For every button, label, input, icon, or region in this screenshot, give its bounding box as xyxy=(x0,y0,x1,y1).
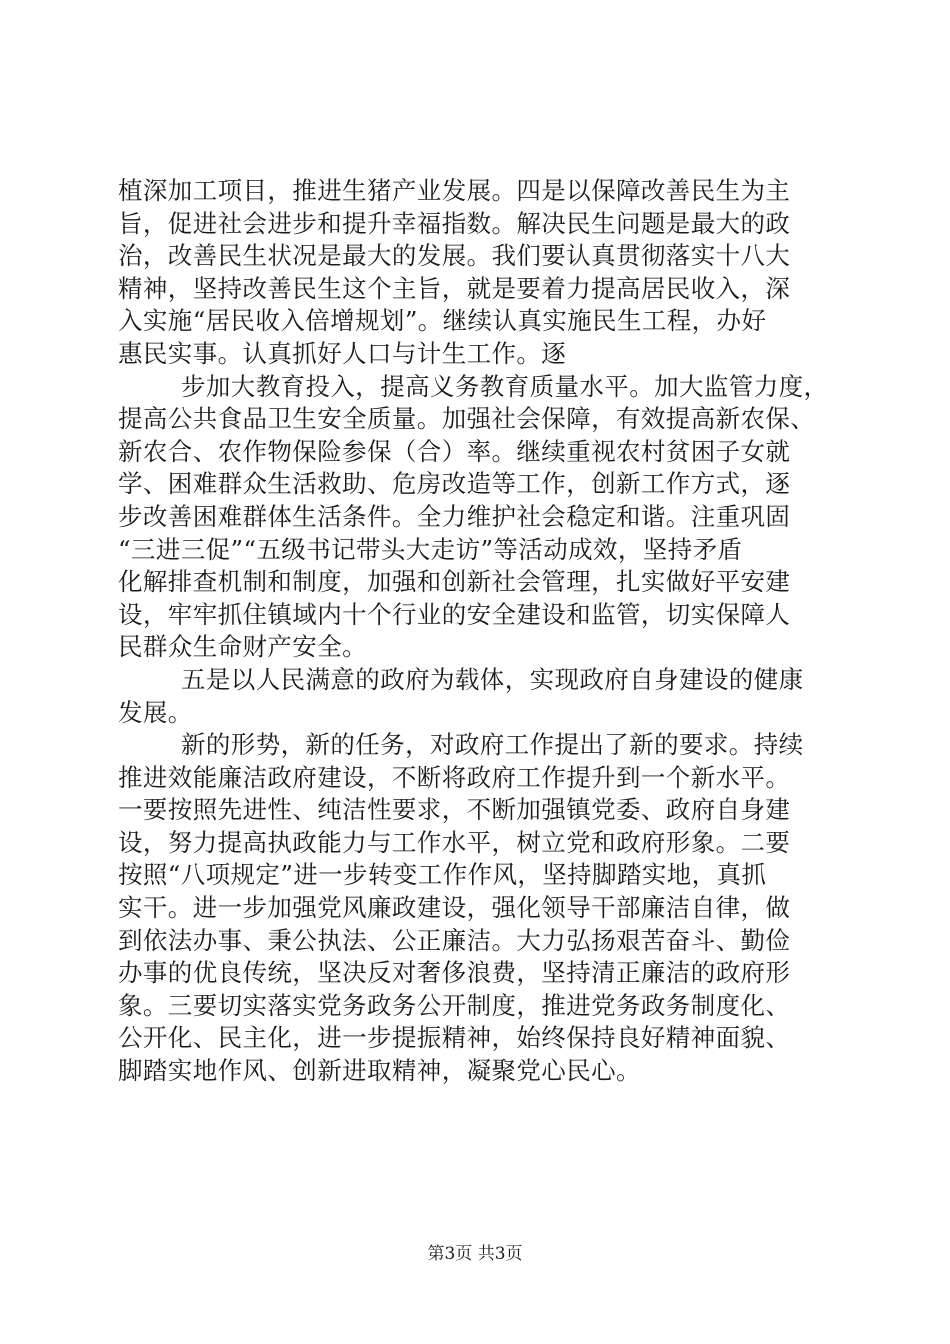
text-line: 设，努力提高执政能力与工作水平，树立党和政府形象。二要 xyxy=(118,827,791,857)
text-line: 民群众生命财产安全。 xyxy=(118,632,367,662)
paragraph-start-line: 新的形势，新的任务，对政府工作提出了新的要求。持续 xyxy=(181,730,804,760)
text-line: 办事的优良传统，坚决反对奢侈浪费，坚持清正廉洁的政府形 xyxy=(118,958,791,988)
text-line: 一要按照先进性、纯洁性要求，不断加强镇党委、政府自身建 xyxy=(118,795,791,825)
text-line: “三进三促”“五级书记带头大走访”等活动成效，坚持矛盾 xyxy=(118,534,743,564)
text-line: 提高公共食品卫生安全质量。加强社会保障，有效提高新农保、 xyxy=(118,404,816,434)
text-line: 治，改善民生状况是最大的发展。我们要认真贯彻落实十八大 xyxy=(118,241,791,271)
text-line: 到依法办事、秉公执法、公正廉洁。大力弘扬艰苦奋斗、勤俭 xyxy=(118,925,791,955)
text-line: 推进效能廉洁政府建设，不断将政府工作提升到一个新水平。 xyxy=(118,762,791,792)
page-footer xyxy=(0,1243,950,1265)
text-line: 植深加工项目，推进生猪产业发展。四是以保障改善民生为主 xyxy=(118,176,791,205)
text-line: 公开化、民主化，进一步提振精神，始终保持良好精神面貌、 xyxy=(118,1023,791,1053)
body-text xyxy=(118,175,832,1088)
text-line: 新农合、农作物保险参保（合）率。继续重视农村贫困子女就 xyxy=(118,436,791,466)
text-line: 设，牢牢抓住镇域内十个行业的安全建设和监管，切实保障人 xyxy=(118,599,791,629)
text-line: 旨，促进社会进步和提升幸福指数。解决民生问题是最大的政 xyxy=(118,208,791,238)
text-line: 化解排查机制和制度，加强和创新社会管理，扎实做好平安建 xyxy=(118,567,791,597)
paragraph-start-line: 步加大教育投入，提高义务教育质量水平。加大监管力度， xyxy=(181,371,829,401)
text-line: 按照“八项规定”进一步转变工作作风，坚持脚踏实地，真抓 xyxy=(118,860,767,890)
text-line: 实干。进一步加强党风廉政建设，强化领导干部廉洁自律，做 xyxy=(118,893,791,923)
text-line: 步改善困难群体生活条件。全力维护社会稳定和谐。注重巩固 xyxy=(118,501,791,531)
text-line: 学、困难群众生活救助、危房改造等工作，创新工作方式，逐 xyxy=(118,469,791,499)
text-line: 象。三要切实落实党务政务公开制度，推进党务政务制度化、 xyxy=(118,990,791,1020)
text-line: 精神，坚持改善民生这个主旨，就是要着力提高居民收入，深 xyxy=(118,273,791,303)
text-line: 发展。 xyxy=(118,697,193,727)
text-line: 惠民实事。认真抓好人口与计生工作。逐 xyxy=(118,338,567,368)
paragraph-start-line: 五是以人民满意的政府为载体，实现政府自身建设的健康 xyxy=(181,664,804,694)
text-line: 入实施“居民收入倍增规划”。继续认真实施民生工程，办好 xyxy=(118,306,767,336)
text-line: 脚踏实地作风、创新进取精神，凝聚党心民心。 xyxy=(118,1056,641,1086)
page-number: 第3页 共3页 xyxy=(427,1244,523,1264)
